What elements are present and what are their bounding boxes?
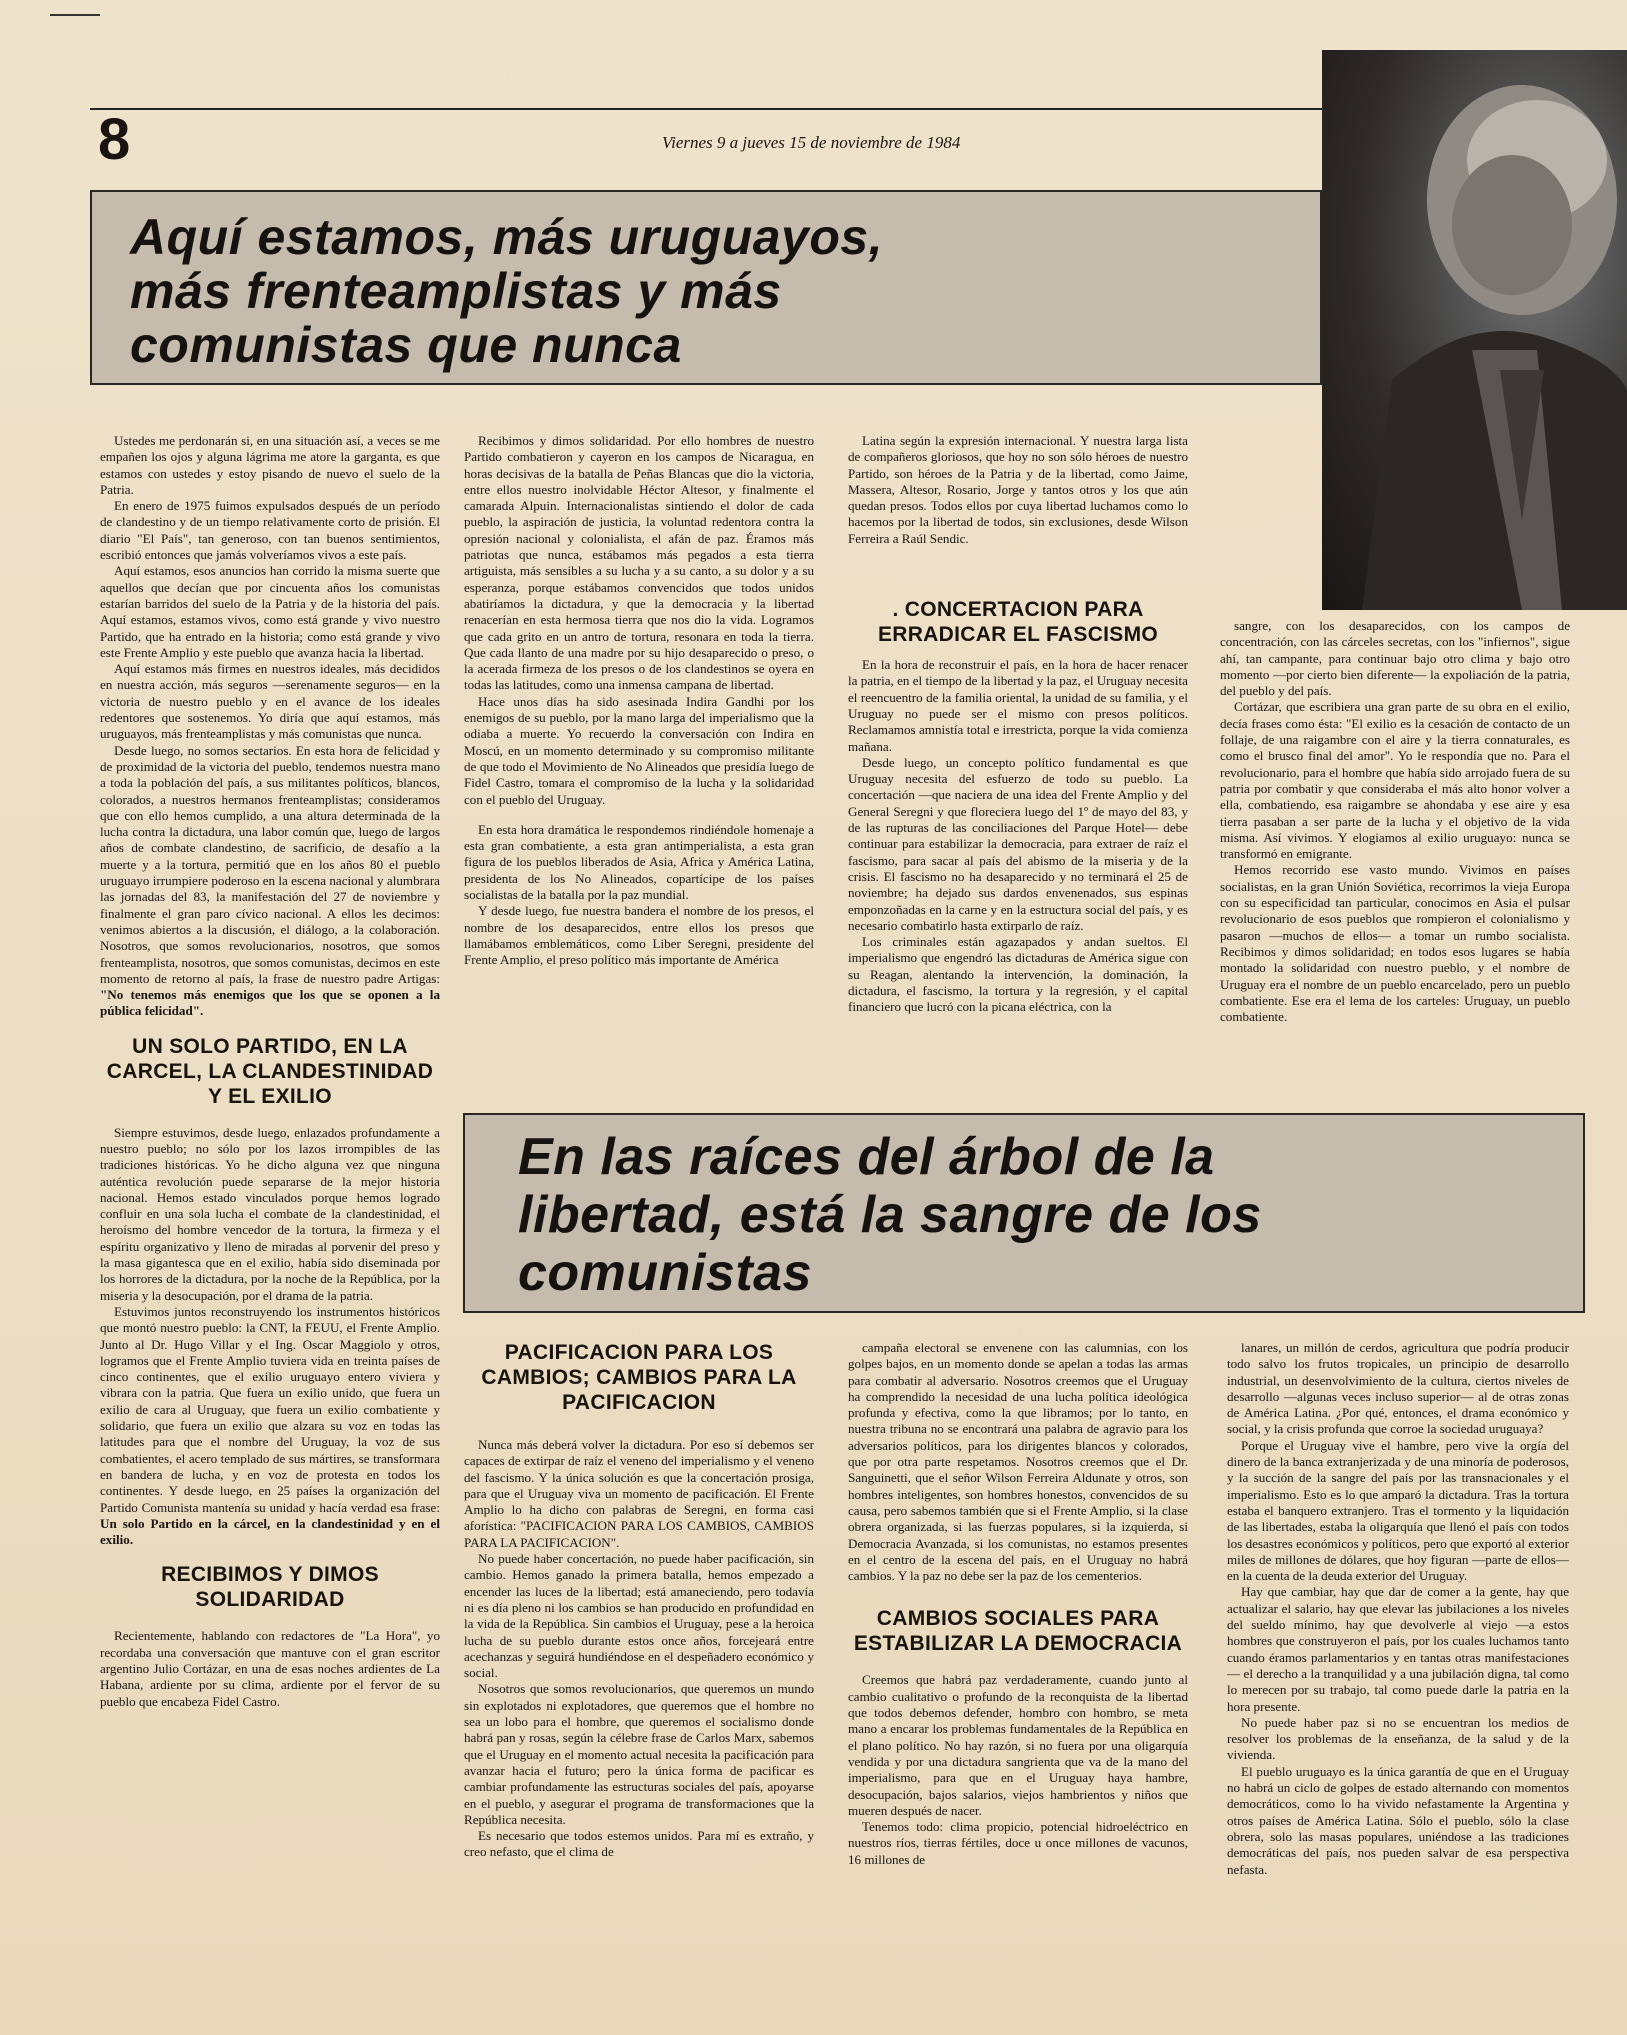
headline-1-line-2: más frenteamplistas y más [130, 263, 782, 319]
paragraph [100, 1304, 440, 1548]
page-number: 8 [98, 107, 131, 172]
paragraph: Siempre estuvimos, desde luego, enlazados profundamente a nuestro pueblo; no sólo por los lazos irrompibles de las tradiciones históricas. Yo he dicho alguna vez que ninguna auténtica revolución puede separarse de la mejor historia nacional. Hemos estado vinculados porque hemos logrado confluir en una sola lucha el combate de la clandestinidad, el heroísmo del hombre vencedor de la tortura, la firmeza y el espíritu organizativo y lleno de miradas al porvenir del preso y la masa gigantesca que en el exilio, había sido diseminada por los horrores de la dictadura, por la noche de la República, por la miseria y la desocupación, por el drama de la patria. [100, 1124, 440, 1303]
header-rule [90, 108, 1322, 110]
paragraph: Nunca más deberá volver la dictadura. Por eso sí debemos ser capaces de extirpar de raíz el veneno del imperialismo y el veneno del fascismo. Y la única solución es que la concertación prosiga, para que el Uruguay viva un momento de pacificación. El Frente Amplio lo ha dicho con palabras de Seregni, en forma casi aforística: "PACIFICACION PARA LOS CAMBIOS, CAMBIOS PARA LA PACIFICACION". [464, 1437, 814, 1550]
paragraph [100, 743, 440, 1020]
paragraph: Creemos que habrá paz verdaderamente, cuando junto al cambio cualitativo o profundo de la reconquista de la libertad que todos debemos defender, hombro con hombro, se meta mano a encarar los problemas fundamentales de la República en el plano político. No hay razón, si no fuera por una oligarquía vendida y por una dictadura sangrienta que va de la mano del imperialismo, para que en el Uruguay haya hambre, desocupación, bajos salarios, viejos hambrientos y niños que mueren después de nacer. [848, 1672, 1188, 1818]
paragraph: Desde luego, un concepto político fundamental es que Uruguay necesita del esfuerzo de todo su pueblo. La concertación —que naciera de una idea del Frente Amplio y del General Seregni y que floreciera luego del 1º de mayo del 83, y de las rupturas de las conciliaciones del Parque Hotel— debe continuar para estabilizar la democracia, para extraer de raíz el fascismo, para sacar al país del abismo de la miseria y de la crisis. El fascismo no ha desaparecido y no terminará el 25 de noviembre; ha dejado sus dardos envenenados, sus espinas emponzoñadas en la carne y en la estructura social del país, y es necesario combatirlo hasta extirparlo de raíz. [848, 754, 1188, 933]
subheading: UN SOLO PARTIDO, EN LA CARCEL, LA CLANDESTINIDAD Y EL EXILIO [106, 1034, 434, 1108]
paragraph: En la hora de reconstruir el país, en la hora de hacer renacer la patria, en el tiempo de la libertad y la paz, el Uruguay necesita el reencuentro de la familia oriental, la unidad de su familia, y el Uruguay no puede ser el mismo con presos políticos. Reclamamos amnistía total e irrestricta, porque la vida comienza mañana. [848, 657, 1188, 754]
article-column-6 [848, 1340, 1188, 1980]
headline-2-line-1: En las raíces del árbol de la [518, 1128, 1215, 1186]
paragraph: Recientemente, hablando con redactores de "La Hora", yo recordaba una conversación que mantuve con el gran escritor argentino Julio Cortázar, en una de esas noches ardientes de La Habana, ardiente por su clima, ardiente por el fervor de su pueblo que encabeza Fidel Castro. [100, 1628, 440, 1709]
article-column-5 [464, 1340, 814, 1980]
paragraph: Tenemos todo: clima propicio, potencial hidroeléctrico en nuestros ríos, tierras fértiles, doce u once millones de vacunos, 16 millones de [848, 1819, 1188, 1867]
paragraph: Nosotros que somos revolucionarios, que queremos un mundo sin explotados ni explotadores, que queremos que el hombre no sea un lobo para el hombre, que queremos el socialismo donde habrá pan y rosas, según la célebre frase de Carlos Marx, sabemos que el Uruguay en el momento actual necesita la pacificación para avanzar hacia el futuro; pero la única forma de pacificar es cambiar profundamente las estructuras sociales del país, apoyarse en el pueblo, y asegurar el programa de transformaciones que la República necesita. [464, 1681, 814, 1827]
paragraph: lanares, un millón de cerdos, agricultura que podría producir todo salvo los frutos tropicales, un principio de desarrollo industrial, un desenvolvimiento de la cultura, ciertos niveles de desarrollo —algunas veces incluso superior— al de otras zonas de América Latina. ¿Por qué, entonces, el drama económico y social, y la crisis profunda que corroe la sociedad uruguaya? [1227, 1340, 1569, 1437]
paragraph: Porque el Uruguay vive el hambre, pero vive la orgía del dinero de la banca extranjerizada y de una minoría de poderosos, y la succión de la sangre del país por las transnacionales y el imperialismo. Esto es lo que amparó la dictadura. Tras la tortura estaba el banquero extranjero. Tras el tormento y la liquidación de las libertades, estaba la oligarquía que llenó el país con todos los desastres económicos y políticos, pero que exportó al exterior miles de millones de dólares, que hoy figuran —parte de ellos— en la cuenta de la deuda exterior del Uruguay. [1227, 1437, 1569, 1584]
headline-2-line-2: libertad, está la sangre de los [518, 1186, 1262, 1244]
paragraph: El pueblo uruguayo es la única garantía de que en el Uruguay no habrá un ciclo de golpes de estado alternando con momentos democráticos, como lo ha vivido nefastamente la Argentina y otros países de América Latina. Sólo el pueblo, sólo la clase obrera, solo las masas populares, uniéndose a las tradiciones democráticas del país, nos pueden salvar de esa perspectiva nefasta. [1227, 1763, 1569, 1877]
paragraph: Y desde luego, fue nuestra bandera el nombre de los presos, el nombre de los desaparecidos, entre ellos los presos que llamábamos emblemáticos, como Liber Seregni, presidente del Frente Amplio, el preso político más importante de América [464, 903, 814, 968]
article-column-1 [100, 433, 440, 1978]
headline-1 [130, 210, 883, 372]
artigas-quote: "No tenemos más enemigos que los que se oponen a la pública felicidad". [100, 987, 440, 1019]
paragraph: En esta hora dramática le respondemos rindiéndole homenaje a esta gran combatiente, a esta gran antimperialista, a esta gran figura de los pueblos liberados de Asia, Africa y América Latina, presidenta de los No Alineados, copartícipe de los países socialistas de la batalla por la paz mundial. [464, 821, 814, 903]
subheading: CAMBIOS SOCIALES PARA ESTABILIZAR LA DEMOCRACIA [853, 1607, 1183, 1656]
paragraph: Cortázar, que escribiera una gran parte de su obra en el exilio, decía frases como ésta: "El exilio es la cesación de contacto de un follaje, de una raigambre con el aire y la tierra connaturales, es como el brusco final del amor". Yo le respondía que no. Para el revolucionario, para el hombre que había sido arrojado fuera de su patria por combatir y que consideraba el más alto honor volver a ella, combatiendo, esa raigambre se ahondaba y ese aire y esa tierra pasaban a ser parte de la lucha y el objetivo de la vida misma. Así vivimos. Y elogiamos al exilio uruguayo: nunca se transformó en emigrante. [1220, 699, 1570, 862]
article-column-2 [464, 433, 814, 1103]
paragraph: Recibimos y dimos solidaridad. Por ello hombres de nuestro Partido combatieron y cayeron en los campos de Nicaragua, en horas decisivas de la batalla de Peñas Blancas que dio la victoria, entre ellos nuestro inolvidable Héctor Altesor, y finalmente el camarada Alpuin. Internacionalistas sintiendo el dolor de cada pueblo, la aspiración de justicia, la voluntad redentora contra la opresión nacional y colonialista, el afán de paz. Éramos más patriotas que nunca, estábamos más pegados a esta tierra artiguista, más sensibles a su lucha y a su canto, a su dolor y a su esperanza, porque estábamos convencidos que todos unidos abatiríamos la dictadura, y que la democracia y la libertad renacerían en esta hermosa tierra que nos dio la vida. Logramos que cada grito en un antro de tortura, resonara en toda la tierra. Que cada llanto de una madre por su hijo desaparecido o preso, o la acerada firmeza de los presos o de los clandestinos se oyera en todas las latitudes, como una inmensa campana de libertad. [464, 433, 814, 693]
date-line: Viernes 9 a jueves 15 de noviembre de 1984 [662, 133, 961, 152]
paragraph: No puede haber concertación, no puede haber pacificación, sin cambio. Hemos ganado la primera batalla, hemos empezado a encender las luces de la libertad; está amaneciendo, pero todavía ni es día pleno ni los cambios se han producido en profundidad en la vida de la República. Sin cambios el Uruguay, pese a la heroica lucha de su pueblo durante estos once años, forcejeará entre acechanzas y seguirá hundiéndose en el despeñadero económico y social. [464, 1551, 814, 1681]
article-column-3 [848, 433, 1188, 1103]
article-column-7 [1227, 1340, 1569, 1980]
party-quote: Un solo Partido en la cárcel, en la clandestinidad y en el exilio. [100, 1515, 440, 1548]
portrait-photo [1322, 50, 1627, 610]
subheading: . CONCERTACION PARA ERRADICAR EL FASCISMO [877, 598, 1159, 647]
paragraph: Hay que cambiar, hay que dar de comer a la gente, hay que actualizar el salario, hay que elevar las jubilaciones a los niveles del sueldo mínimo, hay que devolverle al viejo —a estos hombres que construyeron el país, por los cuales luchamos tanto cuando éramos parlamentarios y en tantas otras manifestaciones— el derecho a la tranquilidad y a una jubilación digna, tal como lo merecen por su trabajo, tal como puede darle la patria en la hora presente. [1227, 1584, 1569, 1714]
paragraph: Latina según la expresión internacional. Y nuestra larga lista de compañeros gloriosos, que hoy no son sólo héroes de nuestro Partido, son héroes de la Patria y de la libertad, como Jaime, Massera, Altesor, Rosario, Jorge y tantos otros y los que aún quedan presos. Todos ellos por cuya libertad luchamos como lo hacemos por la libertad de todos, sin exclusiones, desde Wilson Ferreira a Raúl Sendic. [848, 433, 1188, 546]
paragraph: Hemos recorrido ese vasto mundo. Vivimos en países socialistas, en la gran Unión Soviética, recorrimos la vieja Europa con su especificidad tan particular, conocimos en Asia el pulsar revolucionario de esos pueblos que rompieron el colonialismo y pasaron —muchos de ellos— a tomar un rumbo socialista. Recibimos y dimos solidaridad; en todos esos lugares se había montado la solidaridad con nuestro pueblo, y el nombre de Uruguay era el nombre de un pueblo encarcelado, pero un pueblo combatiente. Ese era el lema de los carteles: Uruguay, un pueblo combatiente. [1220, 862, 1570, 1025]
paragraph: sangre, con los desaparecidos, con los campos de concentración, con las cárceles secretas, con los "infiernos", sigue ahí, tan campante, para continuar bajo otro clima y bajo otro momento —por cierto bien diferente— la expoliación de la patria, del pueblo y del país. [1220, 618, 1570, 699]
subheading: RECIBIMOS Y DIMOS SOLIDARIDAD [161, 1563, 379, 1612]
top-rule [50, 14, 100, 16]
paragraph: Aquí estamos más firmes en nuestros ideales, más decididos en nuestra acción, más seguros —serenamente seguros— en la victoria de nuestro pueblo y en el avance de los ideales redentores que sostenemos. Yo diría que aquí estamos, más uruguayos, más frenteamplistas y más comunistas que nunca. [100, 661, 440, 742]
headline-2 [518, 1128, 1262, 1302]
paragraph: En enero de 1975 fuimos expulsados después de un período de clandestino y de un tiempo relativamente corto de prisión. El diario "El País", tan generoso, con tan buenos sentimientos, escribió entonces que jamás volveríamos vivos a este país. [100, 498, 440, 563]
paragraph: campaña electoral se envenene con las calumnias, con los golpes bajos, en un momento donde se apelan a todas las armas para combatir al adversario. Nosotros creemos que el Uruguay ha comprendido la necesidad de una lucha política ideológica profunda y efectiva, como la que libramos; por lo tanto, en nuestra tribuna no se encontrará una palabra de agravio para los adversarios políticos, para los dirigentes blancos y colorados, que por otra parte respetamos. Nosotros creemos que el Dr. Sanguinetti, que el señor Wilson Ferreira Aldunate y otros, son hombres inteligentes, son hombres honestos, convencidos de su causa, pero sabemos también que si el Frente Amplio, si la clase obrera organizada, si las fuerzas populares, si la izquierda, si Democracia Avanzada, si los comunistas, no estamos presentes en el centro de la escena del país, en el Uruguay no habrá cambios. Y la paz no debe ser la paz de los cementerios. [848, 1340, 1188, 1584]
headline-2-line-3: comunistas [518, 1244, 812, 1302]
subheading: PACIFICACION PARA LOS CAMBIOS; CAMBIOS PARA LA PACIFICACION [481, 1341, 797, 1414]
headline-1-line-3: comunistas que nunca [130, 317, 682, 373]
headline-1-line-1: Aquí estamos, más uruguayos, [130, 209, 884, 265]
paragraph: Aquí estamos, esos anuncios han corrido la misma suerte que aquellos que decían que por cincuenta años los comunistas estarían barridos del suelo de la Patria y de la historia del país. Aquí estamos, estamos vivos, como está grande y vivo nuestro Partido, que ha entrado en la historia; como está grande y vivo este Frente Amplio y este pueblo que avanza hacia la libertad. [100, 563, 440, 660]
paragraph: Ustedes me perdonarán si, en una situación así, a veces se me empañen los ojos y alguna lágrima me atore la garganta, es que estamos con ustedes y estoy pisando de nuevo el suelo de la Patria. [100, 433, 440, 497]
paragraph-text: Estuvimos juntos reconstruyendo los instrumentos históricos que montó nuestro pueblo: la CNT, la FEUU, el Frente Amplio. Junto al Dr. Hugo Villar y el Ing. Oscar Maggiolo y otros, logramos que el Frente Amplio tuviera vida en treinta países de cinco continentes, que el exilio uruguayo entero viviera y vibrara con la patria. Que fuera un exilio unido, que fuera un exilio de cara al Uruguay, que fuera un exilio combatiente y solidario, que fuera un exilio que alzara su voz en todas las latitudes para que el nombre del Uruguay, la voz de sus combatientes, el acero templado de sus mártires, se transformara en bandera de lucha, y en voz de protesta en todos los continentes. Y desde luego, en 25 países la organización del Partido Comunista mantenía su unidad y hacía verdad esa frase: [100, 1303, 440, 1515]
paragraph: No puede haber paz si no se encuentran los medios de resolver los problemas de la enseñanza, de la salud y de la vivienda. [1227, 1714, 1569, 1763]
paragraph: Los criminales están agazapados y andan sueltos. El imperialismo que engendró las dictaduras de América sigue con su Reagan, alentando la intervención, la dominación, la dictadura, el fascismo, la tortura y la regresión, y el capital financiero que lucró con la picana eléctrica, con la [848, 934, 1188, 1015]
paragraph-text: Desde luego, no somos sectarios. En esta hora de felicidad y de proximidad de la victoria del pueblo, tendemos nuestra mano a toda la población del país, a sus militantes políticos, blancos, colorados, a nuestros hermanos frenteamplistas; consideramos que con ello hemos cumplido, a una altura determinada de la lucha contra la dictadura, una labor común que, luego de largos años de combate clandestino, de sacrificio, de desafío a la muerte y a la tortura, permitió que en los años 80 el pueblo uruguayo irrumpiere poderoso en la escena nacional y alumbrara las jornadas del 83, la manifestación del 27 de noviembre y finalmente el gran paro cívico nacional. A ellos les decimos: venimos abiertos a la discusión, el diálogo, a la colaboración. Nosotros, que somos revolucionarios, nosotros, que somos frenteamplista, nosotros, que somos comunistas, decimos en este momento de retorno al país, la frase de nuestro padre Artigas: [100, 742, 440, 986]
paragraph: Hace unos días ha sido asesinada Indira Gandhi por los enemigos de su pueblo, por la mano larga del imperialismo que la odiaba a muerte. Yo recuerdo la conversación con Indira en Moscú, en un momento determinado y su compromiso militante de que todo el Movimiento de No Alineados que presidía luego de Fidel Castro, tomara el compromiso de la lucha y la solidaridad con el pueblo del Uruguay. [464, 693, 814, 807]
article-column-4 [1220, 618, 1570, 1103]
paragraph: Es necesario que todos estemos unidos. Para mí es extraño, y creo nefasto, que el clima de [464, 1828, 814, 1860]
portrait-photo-icon [1322, 50, 1627, 610]
